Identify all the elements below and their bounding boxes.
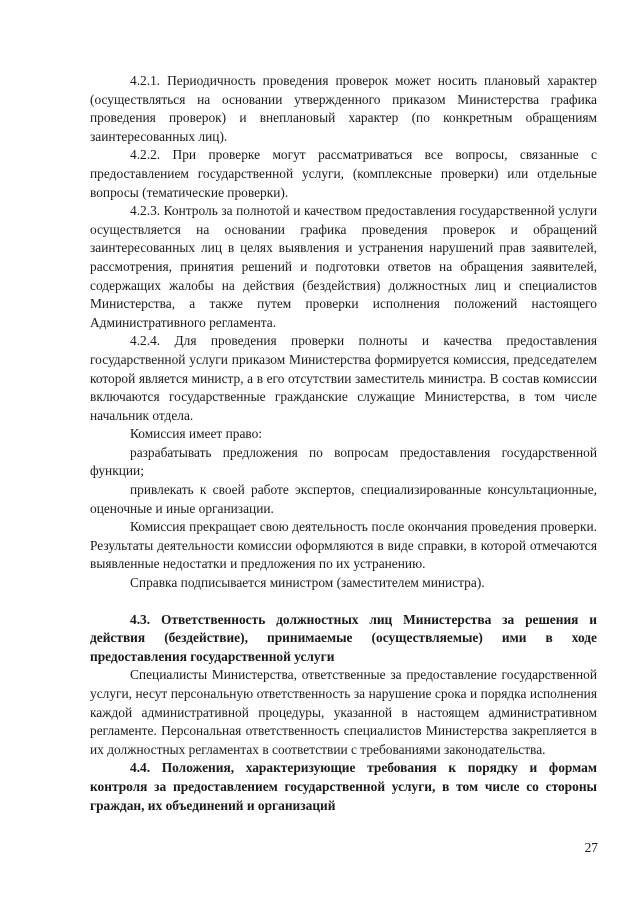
section-4-4-heading: 4.4. Положения, характеризующие требования к порядку и формам контроля за предоставлением государственной услуги, в том числе со стороны граждан, их объединений и организаций <box>90 760 597 813</box>
commission-termination-paragraph: Комиссия прекращает свою деятельность после окончания проведения проверки. Результаты деятельности комиссии оформляются в виде справки, в которой отмечаются выявленные недостатки и предложения по их устранению. <box>90 519 597 572</box>
paragraph-4-2-4: 4.2.4. Для проведения проверки полноты и качества предоставления государственной услуги приказом Министерства формируется комиссия, председателем которой является министр, а в его отсутствии заместитель министра. В состав комиссии включаются государственные гражданские служащие Министерства, в том числе начальник отдела. <box>90 333 597 423</box>
section-gap <box>90 593 597 611</box>
page-content <box>90 72 597 815</box>
commission-right-engage: привлекать к своей работе экспертов, специализированные консультационные, оценочные и иные организации. <box>90 482 597 516</box>
certificate-signature-paragraph: Справка подписывается министром (заместителем министра). <box>130 575 485 591</box>
paragraph-4-2-1: 4.2.1. Периодичность проведения проверок может носить плановый характер (осуществляться на основании утвержденного приказом Министерства графика проведения проверок) и внеплановый характер (по конкретным обращениям заинтересованных лиц). <box>90 73 597 144</box>
commission-right-develop: разрабатывать предложения по вопросам предоставления государственной функции; <box>90 444 597 479</box>
commission-rights-intro: Комиссия имеет право: <box>130 426 263 442</box>
section-4-3-body: Специалисты Министерства, ответственные за предоставление государственной услуги, несут персональную ответственность за нарушение срока и порядка исполнения каждой административной процедуры, указанной в настоящем административном регламенте. Персональная ответственность специалистов Министерства закрепляется в их должностных регламентах в соответствии с требованиями законодательства. <box>90 667 597 757</box>
paragraph-4-2-3: 4.2.3. Контроль за полнотой и качеством предоставления государственной услуги осуществляется на основании графика проведения проверок и обращений заинтересованных лиц в целях выявления и устранения нарушений прав заявителей, рассмотрения, принятия решений и подготовки ответов на обращения заявителей, содержащих жалобы на действия (бездействия) должностных лиц и специалистов Министерства, а также путем проверки исполнения положений настоящего Административного регламента. <box>90 203 597 330</box>
page-number: 27 <box>584 840 598 855</box>
section-4-3-heading: 4.3. Ответственность должностных лиц Министерства за решения и действия (бездействие), принимаемые (осуществляемые) ими в ходе предоставления государственной услуги <box>90 611 597 664</box>
paragraph-4-2-2: 4.2.2. При проверке могут рассматриваться все вопросы, связанные с предоставлением государственной услуги, (комплексные проверки) или отдельные вопросы (тематические проверки). <box>90 147 597 200</box>
